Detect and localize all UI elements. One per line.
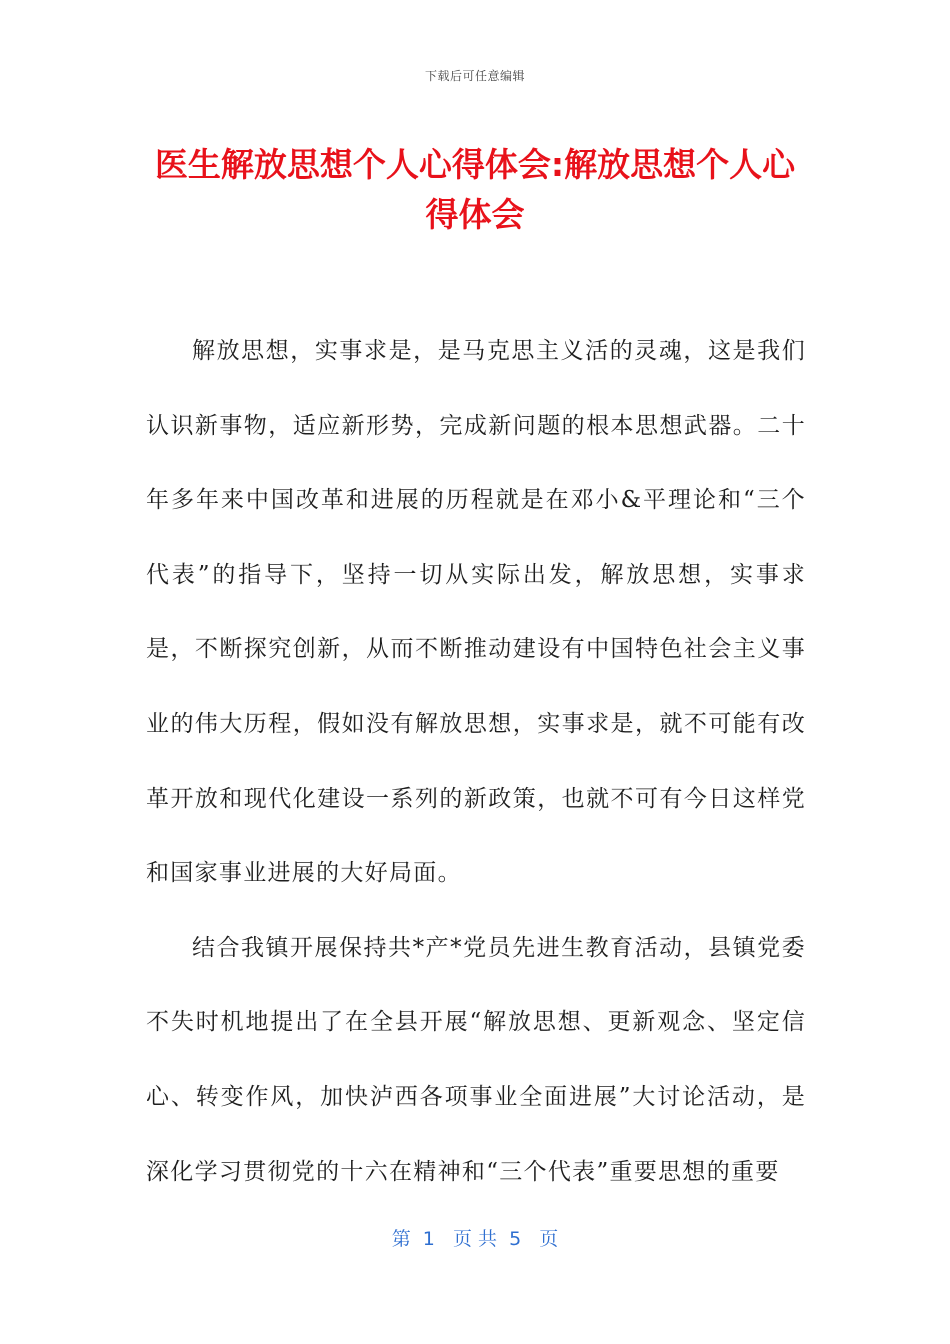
- paragraph-2: 结合我镇开展保持共*产*党员先进生教育活动，县镇党委不失时机地提出了在全县开展“解放思想、更新观念、坚定信心、转变作风，加快泸西各项事业全面进展”大讨论活动，是深化学习贯彻党的十六在精神和“三个代表”重要思想的重要: [146, 934, 806, 1185]
- page-number-footer: 第 1 页 共 5 页: [391, 1228, 559, 1250]
- header-note: 下载后可任意编辑: [424, 69, 525, 83]
- document-title: 医生解放思想个人心得体会:解放思想个人心得体会: [154, 145, 796, 234]
- document-body: [146, 314, 806, 1209]
- paragraph-1: 解放思想，实事求是，是马克思主义活的灵魂，这是我们认识新事物，适应新形势，完成新问题的根本思想武器。二十年多年来中国改革和进展的历程就是在邓小&平理论和“三个代表”的指导下，坚持一切从实际出发，解放思想，实事求是，不断探究创新，从而不断推动建设有中国特色社会主义事业的伟大历程，假如没有解放思想，实事求是，就不可能有改革开放和现代化建设一系列的新政策，也就不可有今日这样党和国家事业进展的大好局面。: [146, 338, 806, 887]
